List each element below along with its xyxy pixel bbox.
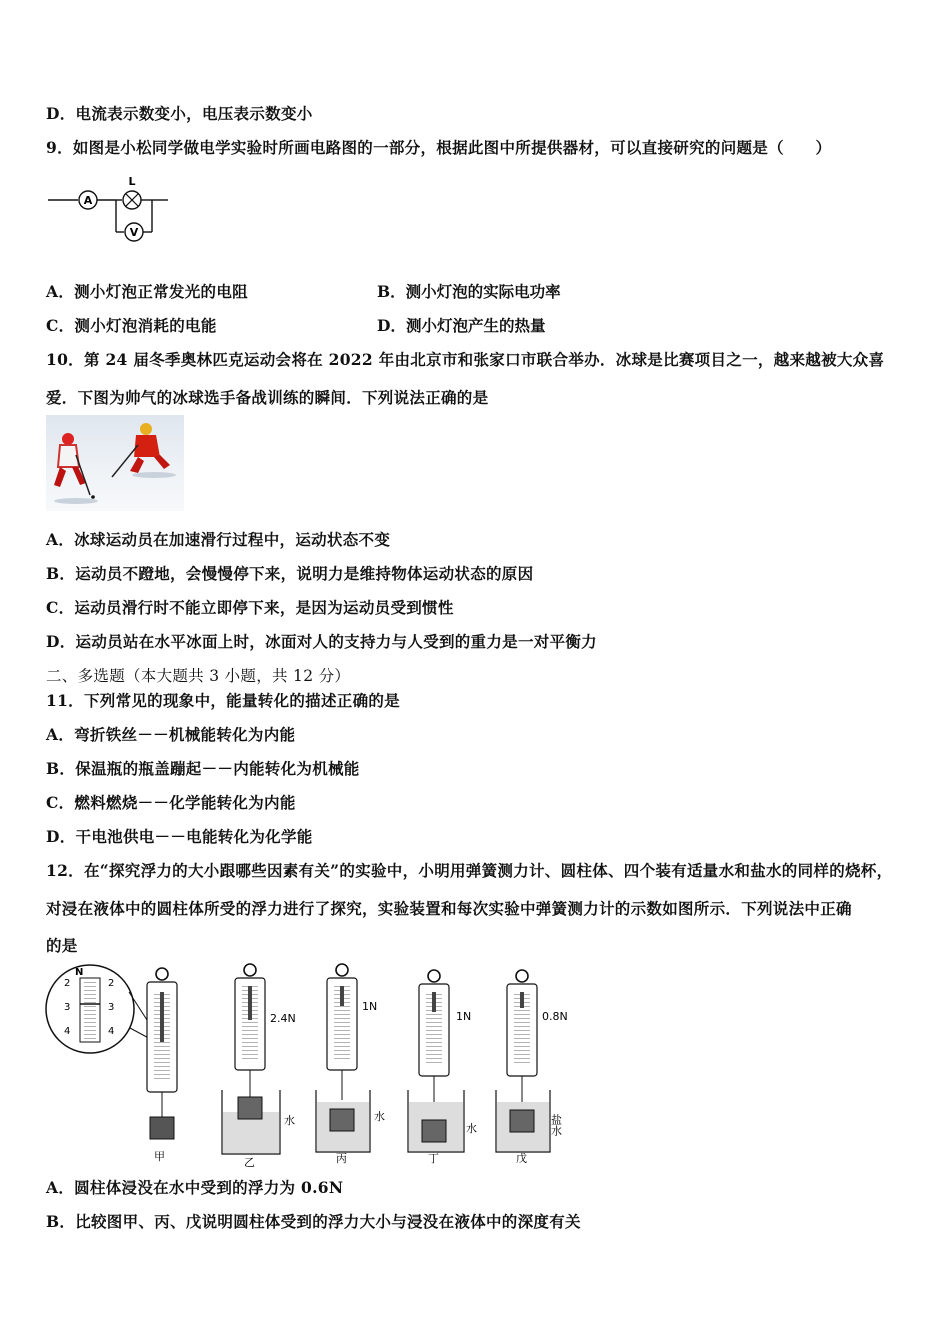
scale-right-3: 3 [108, 1002, 115, 1013]
q10-option-d: D．运动员站在水平冰面上时，冰面对人的支持力与人受到的重力是一对平衡力 [46, 632, 597, 651]
q11-option-c: C．燃料燃烧－－化学能转化为内能 [46, 793, 296, 812]
liquid-bing: 水 [374, 1110, 385, 1123]
section-multiple-choice-heading: 二、多选题（本大题共 3 小题，共 12 分） [46, 667, 351, 685]
buoyancy-figure [44, 962, 604, 1167]
label-jia: 甲 [154, 1150, 165, 1163]
meter-wu [496, 970, 568, 1165]
q12-stem-line3: 的是 [46, 936, 78, 955]
q9-stem: 9．如图是小松同学做电学实验时所画电路图的一部分，根据此图中所提供器材，可以直接研究的问题是（ ） [46, 138, 832, 157]
label-wu: 戊 [516, 1152, 527, 1165]
reading-wu: 0.8N [542, 1010, 568, 1023]
liquid-wu: 盐水 [549, 1114, 563, 1136]
q10-option-c: C．运动员滑行时不能立即停下来，是因为运动员受到惯性 [46, 598, 454, 617]
ice-hockey-photo [46, 415, 184, 511]
label-yi: 乙 [244, 1156, 255, 1167]
liquid-yi: 水 [284, 1114, 295, 1127]
label-ding: 丁 [428, 1152, 439, 1165]
voltmeter-label: V [129, 226, 139, 239]
scale-left-4: 4 [64, 1026, 71, 1037]
meter-yi [222, 964, 296, 1167]
q12-option-a: A．圆柱体浸没在水中受到的浮力为 0.6N [46, 1178, 344, 1197]
magnified-scale [46, 965, 156, 1053]
q9-option-a: A．测小灯泡正常发光的电阻 [46, 282, 248, 301]
q11-option-a: A．弯折铁丝－－机械能转化为内能 [46, 725, 296, 744]
liquid-ding: 水 [466, 1122, 477, 1135]
scale-right-4: 4 [108, 1026, 115, 1037]
q11-option-b: B．保温瓶的瓶盖蹦起－－内能转化为机械能 [46, 759, 360, 778]
q9-option-d: D．测小灯泡产生的热量 [377, 316, 546, 335]
q12-stem-line1: 12．在“探究浮力的大小跟哪些因素有关”的实验中，小明用弹簧测力计、圆柱体、四个装有适量水和盐水的同样的烧杯， [46, 861, 893, 880]
scale-left-2: 2 [64, 978, 71, 989]
q10-stem-line2: 爱．下图为帅气的冰球选手备战训练的瞬间．下列说法正确的是 [46, 388, 489, 407]
q11-stem: 11．下列常见的现象中，能量转化的描述正确的是 [46, 691, 400, 710]
circuit-diagram [46, 172, 176, 244]
lamp-label: L [128, 175, 136, 188]
q10-option-a: A．冰球运动员在加速滑行过程中，运动状态不变 [46, 530, 391, 549]
q10-option-b: B．运动员不蹬地，会慢慢停下来，说明力是维持物体运动状态的原因 [46, 564, 534, 583]
scale-left-3: 3 [64, 1002, 71, 1013]
meter-bing [316, 964, 385, 1165]
q9-option-c: C．测小灯泡消耗的电能 [46, 316, 217, 335]
reading-bing: 1N [362, 1000, 378, 1013]
meter-jia [147, 968, 177, 1163]
q10-stem-line1: 10．第 24 届冬季奥林匹克运动会将在 2022 年由北京市和张家口市联合举办．冰球是比赛项目之一，越来越被大众喜 [46, 350, 885, 369]
scale-right-2: 2 [108, 978, 115, 989]
scale-unit-label: N [75, 967, 84, 978]
q9-option-b: B．测小灯泡的实际电功率 [377, 282, 561, 301]
q8-option-d: D．电流表示数变小，电压表示数变小 [46, 104, 313, 123]
reading-ding: 1N [456, 1010, 472, 1023]
q11-option-d: D．干电池供电－－电能转化为化学能 [46, 827, 313, 846]
q12-stem-line2: 对浸在液体中的圆柱体所受的浮力进行了探究，实验装置和每次实验中弹簧测力计的示数如图所示．下列说法中正确 [46, 899, 852, 918]
q12-option-b: B．比较图甲、丙、戊说明圆柱体受到的浮力大小与浸没在液体中的深度有关 [46, 1212, 581, 1231]
reading-yi: 2.4N [270, 1012, 296, 1025]
label-bing: 丙 [336, 1152, 347, 1165]
ammeter-label: A [83, 194, 93, 207]
meter-ding [408, 970, 477, 1165]
